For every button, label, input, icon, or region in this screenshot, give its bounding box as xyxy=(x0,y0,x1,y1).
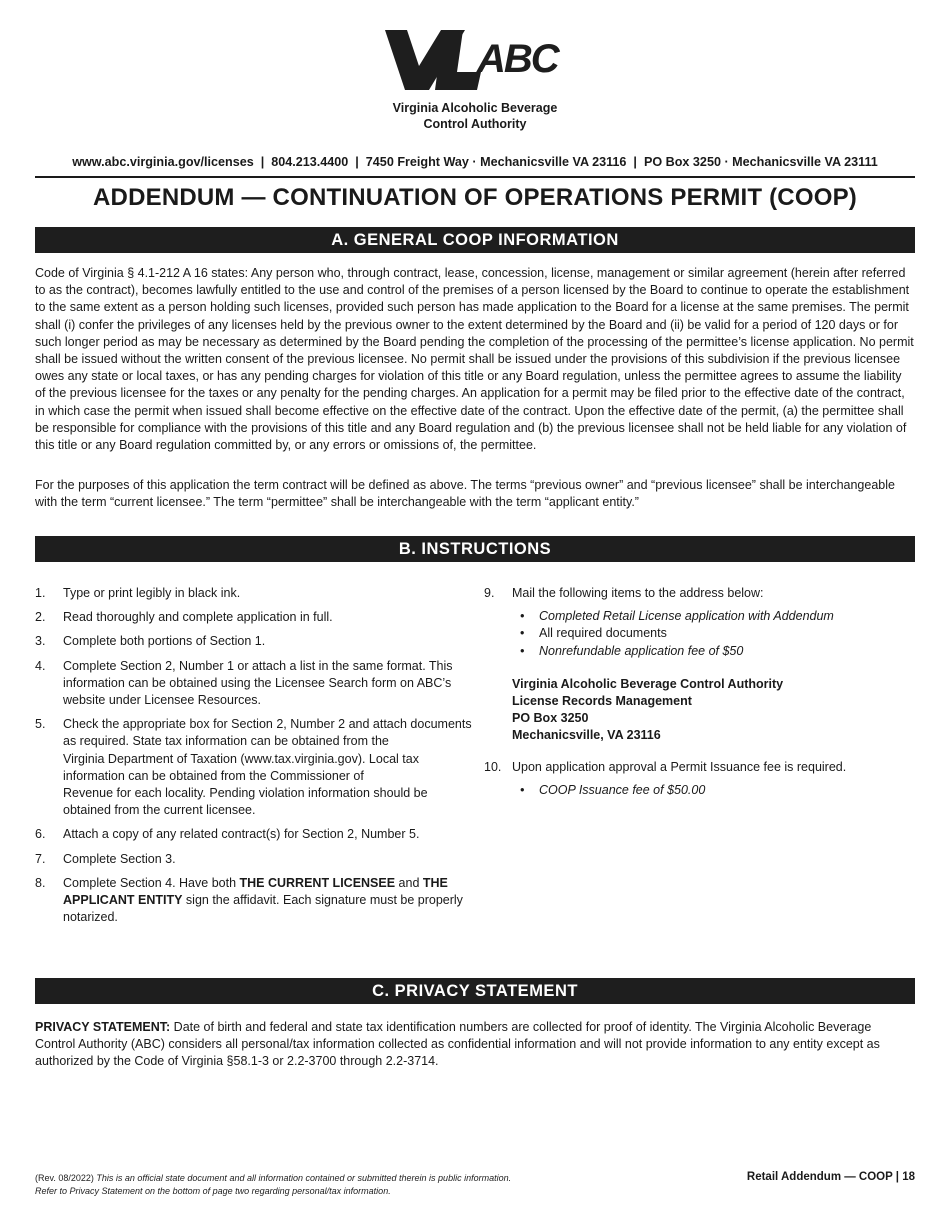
address-line: Virginia Alcoholic Beverage Control Authority xyxy=(512,676,784,691)
bullet-item: • Completed Retail License application with Addendum xyxy=(512,608,915,625)
item-number: 10. xyxy=(484,759,502,774)
item-number: 2. xyxy=(35,610,46,625)
instruction-item xyxy=(35,875,475,927)
header xyxy=(0,28,950,132)
item-text: Upon application approval a Permit Issuance fee is required. xyxy=(512,759,847,774)
section-b-heading: B. INSTRUCTIONS xyxy=(35,536,915,562)
instruction-item xyxy=(35,633,475,650)
item-text: Type or print legibly in black ink. xyxy=(63,586,241,600)
instruction-item xyxy=(35,716,475,819)
instruction-item xyxy=(35,585,475,602)
section-a-heading: A. GENERAL COOP INFORMATION xyxy=(35,227,915,253)
mailing-address xyxy=(512,676,915,745)
bullet-item: • Nonrefundable application fee of $50 xyxy=(512,643,915,660)
item-text: Complete both portions of Section 1. xyxy=(63,634,266,649)
agency-line-2: Control Authority xyxy=(423,117,527,131)
item-text xyxy=(63,716,475,819)
item-text-pre: Complete Section 4. Have both xyxy=(63,875,240,890)
address-line: PO Box 3250 xyxy=(512,711,589,726)
agency-line-1: Virginia Alcoholic Beverage xyxy=(392,101,558,115)
item-text-line: Check the appropriate box for Section 2, Number 2 and attach documents as required. State tax information can be obtained from the xyxy=(63,717,472,749)
page-label: Retail Addendum — COOP | 18 xyxy=(746,1171,915,1183)
section-a-paragraph-2: For the purposes of this application the term contract will be defined as above. The terms “previous owner” and “previous licensee” shall be interchangeable with the term “current licensee.” The term “permittee” shall be interchangeable with the term “applicant entity.” xyxy=(35,478,895,510)
item-text-bold: THE CURRENT LICENSEE xyxy=(239,875,396,890)
instruction-item xyxy=(35,658,475,710)
instructions-left-column xyxy=(35,585,475,933)
address-line: License Records Management xyxy=(512,694,692,709)
agency-name xyxy=(0,100,950,132)
item-text-line: Virginia Department of Taxation (www.tax.virginia.gov). Local tax information can be obtained from the Commissioner of xyxy=(63,751,419,783)
item-text-post: sign the affidavit. Each signature must be properly notarized. xyxy=(63,893,463,925)
item-number: 6. xyxy=(35,827,46,842)
item-text: Mail the following items to the address below: xyxy=(512,586,764,600)
section-c-heading: C. PRIVACY STATEMENT xyxy=(35,978,915,1004)
instruction-item xyxy=(35,851,475,868)
privacy-statement xyxy=(35,1019,915,1071)
item-text-line: Revenue for each locality. Pending violation information should be obtained from the current licensee. xyxy=(63,786,428,818)
footer-notice-line-1: This is an official state document and all information contained or submitted therein is public information. xyxy=(93,1173,512,1183)
item-text-mid: and xyxy=(395,875,423,890)
footer-notice xyxy=(35,1172,511,1198)
privacy-statement-label: PRIVACY STATEMENT: xyxy=(35,1020,171,1034)
svg-text:ABC: ABC xyxy=(477,37,558,81)
item-number: 9. xyxy=(484,586,495,600)
address-line: Mechanicsville, VA 23116 xyxy=(512,728,661,743)
item-number: 1. xyxy=(35,586,46,600)
item-text-bold: THE APPLICANT ENTITY xyxy=(63,875,448,908)
page-title: ADDENDUM — CONTINUATION OF OPERATIONS PERMIT (COOP) xyxy=(93,184,857,211)
item-text: Attach a copy of any related contract(s) for Section 2, Number 5. xyxy=(63,827,420,842)
instruction-item xyxy=(35,826,475,843)
section-a-paragraph-1: Code of Virginia § 4.1-212 A 16 states: Any person who, through contract, lease, concession, license, management or similar agreement (herein after referred to as the contract), becomes lawfully entitled to the use and control of the premises of a person licensed by the Board to continue to operate the establishment to the same extent as a person holding such licenses, provided such person has made application to the Board for a license at the same premises. The permit shall (i) confer the privileges of any licenses held by the previous owner to the extent determined by the Board and (ii) be valid for a period of 120 days or for such longer period as may be necessary as determined by the Board pending the completion of the processing of the permittee’s license application. No permit shall be issued without the written consent of the previous licensee. No permit shall be issued under the provisions of this subdivision if the previous licensee owes any state or local taxes, or has any pending charges for violation of this title or any Board regulation, unless the permittee agrees to assume the liability of the previous licensee for the taxes or any penalty for the pending charges. An application for a permit may be filed prior to the effective date of the contract, in which case the permit when issued shall become effective on the effective date of the contract. Upon the effective date of the permit, (a) the permittee shall be responsible for compliance with the provisions of this title and any Board regulation and (b) the previous licensee shall not be held liable for any violation of this title or any Board regulation committed by, or any errors or omissions of, the permittee. xyxy=(35,266,914,453)
privacy-statement-text: Date of birth and federal and state tax identification numbers are collected for proof of identity. The Virginia Alcoholic Beverage Control Authority (ABC) considers all personal/tax information collected as confidential information and will not provide information to any entity except as authorized by the Code of Virginia §58.1-3 or 2.2-3700 through 2.2-3714. xyxy=(35,1020,880,1069)
item-number: 5. xyxy=(35,717,46,732)
instructions-right-column xyxy=(484,585,915,806)
instruction-item xyxy=(484,585,915,745)
item-text xyxy=(63,875,475,927)
header-divider xyxy=(35,176,915,178)
item-number: 4. xyxy=(35,658,46,673)
item-number: 8. xyxy=(35,875,46,890)
item-bullet-list xyxy=(512,782,915,799)
bullet-item: • All required documents xyxy=(512,625,915,642)
item-bullet-list xyxy=(512,608,915,660)
contact-info: www.abc.virginia.gov/licenses | 804.213.4400 | 7450 Freight Way · Mechanicsville VA 23116 | PO Box 3250 · Mechanicsville VA 23111 xyxy=(72,155,878,169)
footer-notice-line-2: Refer to Privacy Statement on the bottom of page two regarding personal/tax information. xyxy=(35,1186,391,1196)
item-number: 7. xyxy=(35,851,46,866)
item-text: Complete Section 2, Number 1 or attach a list in the same format. This information can be obtained using the Licensee Search form on ABC’s website under Licensee Resources. xyxy=(63,658,453,708)
revision-date: (Rev. 08/2022) xyxy=(35,1173,94,1183)
instruction-item xyxy=(35,609,475,626)
instruction-item xyxy=(484,759,915,799)
item-number: 3. xyxy=(35,634,46,649)
item-text: Read thoroughly and complete application in full. xyxy=(63,610,333,625)
item-text: Complete Section 3. xyxy=(63,851,176,866)
bullet-item: • COOP Issuance fee of $50.00 xyxy=(512,782,915,799)
va-abc-logo xyxy=(385,28,565,94)
